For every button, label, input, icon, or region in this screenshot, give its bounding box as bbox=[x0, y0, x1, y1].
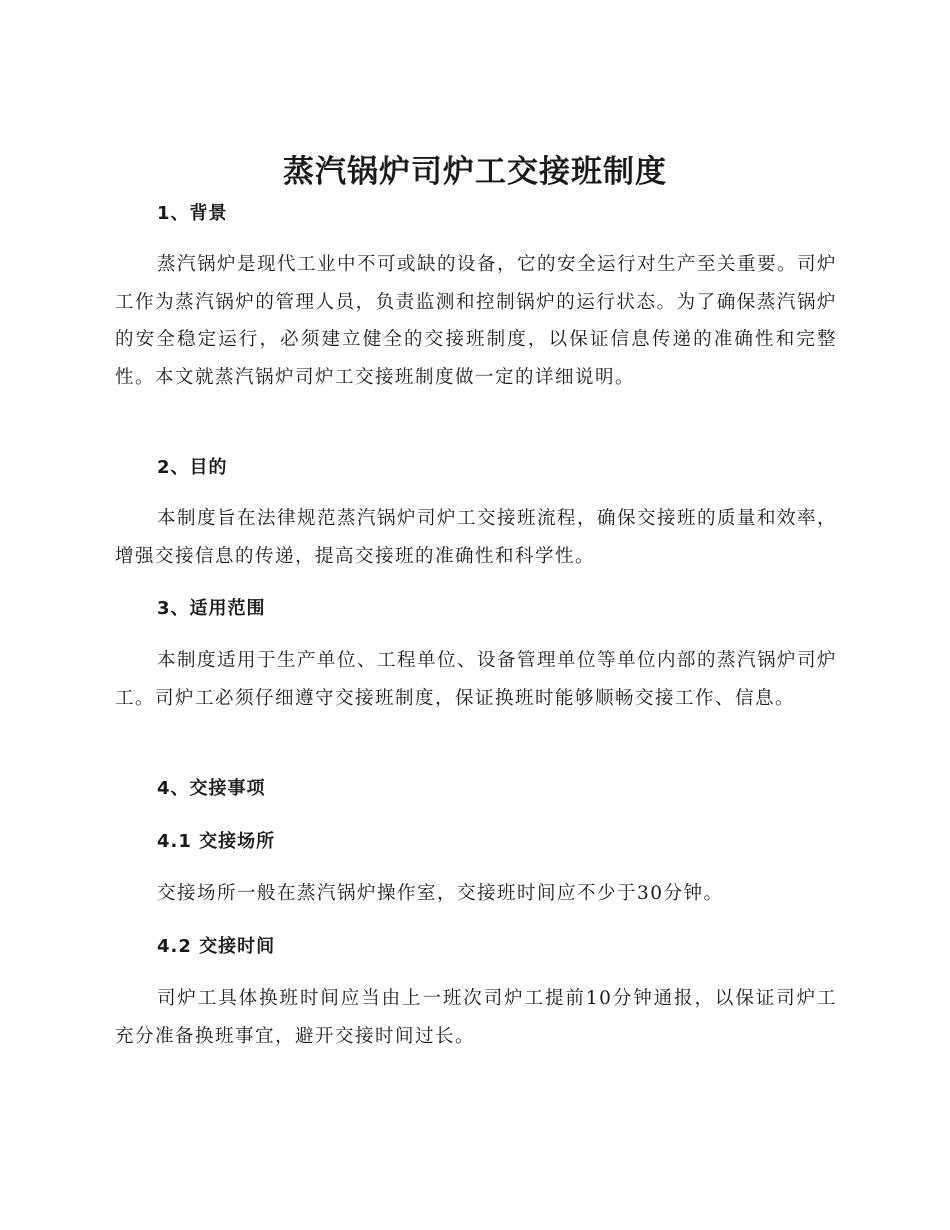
section-paragraph: 蒸汽锅炉是现代工业中不可或缺的设备，它的安全运行对生产至关重要。司炉工作为蒸汽锅炉的管理人员，负责监测和控制锅炉的运行状态。为了确保蒸汽锅炉的安全稳定运行，必须建立健全的交接班制度，以保证信息传递的准确性和完整性。本文就蒸汽锅炉司炉工交接班制度做一定的详细说明。 bbox=[115, 254, 838, 388]
section-handover-place bbox=[115, 827, 837, 857]
section-heading: 4.1 交接场所 bbox=[157, 831, 276, 852]
section-heading: 4.2 交接时间 bbox=[157, 936, 276, 957]
section-heading: 4、交接事项 bbox=[157, 778, 266, 799]
section-handover-items bbox=[115, 774, 837, 804]
section-scope-body bbox=[115, 642, 837, 717]
section-background bbox=[115, 199, 837, 229]
section-paragraph: 司炉工具体换班时间应当由上一班次司炉工提前10分钟通报，以保证司炉工充分准备换班事宜，避开交接时间过长。 bbox=[115, 988, 837, 1047]
section-purpose bbox=[115, 453, 837, 483]
section-purpose-body bbox=[115, 500, 837, 575]
section-handover-time bbox=[115, 932, 837, 962]
section-heading: 3、适用范围 bbox=[157, 598, 266, 619]
section-background-body bbox=[115, 246, 837, 396]
section-paragraph: 本制度适用于生产单位、工程单位、设备管理单位等单位内部的蒸汽锅炉司炉工。司炉工必须仔细遵守交接班制度，保证换班时能够顺畅交接工作、信息。 bbox=[115, 650, 838, 709]
section-paragraph: 本制度旨在法律规范蒸汽锅炉司炉工交接班流程，确保交接班的质量和效率，增强交接信息的传递，提高交接班的准确性和科学性。 bbox=[115, 508, 838, 567]
section-heading: 1、背景 bbox=[157, 203, 228, 224]
section-scope bbox=[115, 594, 837, 624]
section-handover-place-body bbox=[115, 875, 837, 913]
section-handover-time-body bbox=[115, 980, 837, 1055]
section-heading: 2、目的 bbox=[157, 457, 228, 478]
section-paragraph: 交接场所一般在蒸汽锅炉操作室，交接班时间应不少于30分钟。 bbox=[157, 883, 724, 904]
document-title: 蒸汽锅炉司炉工交接班制度 bbox=[283, 154, 667, 190]
